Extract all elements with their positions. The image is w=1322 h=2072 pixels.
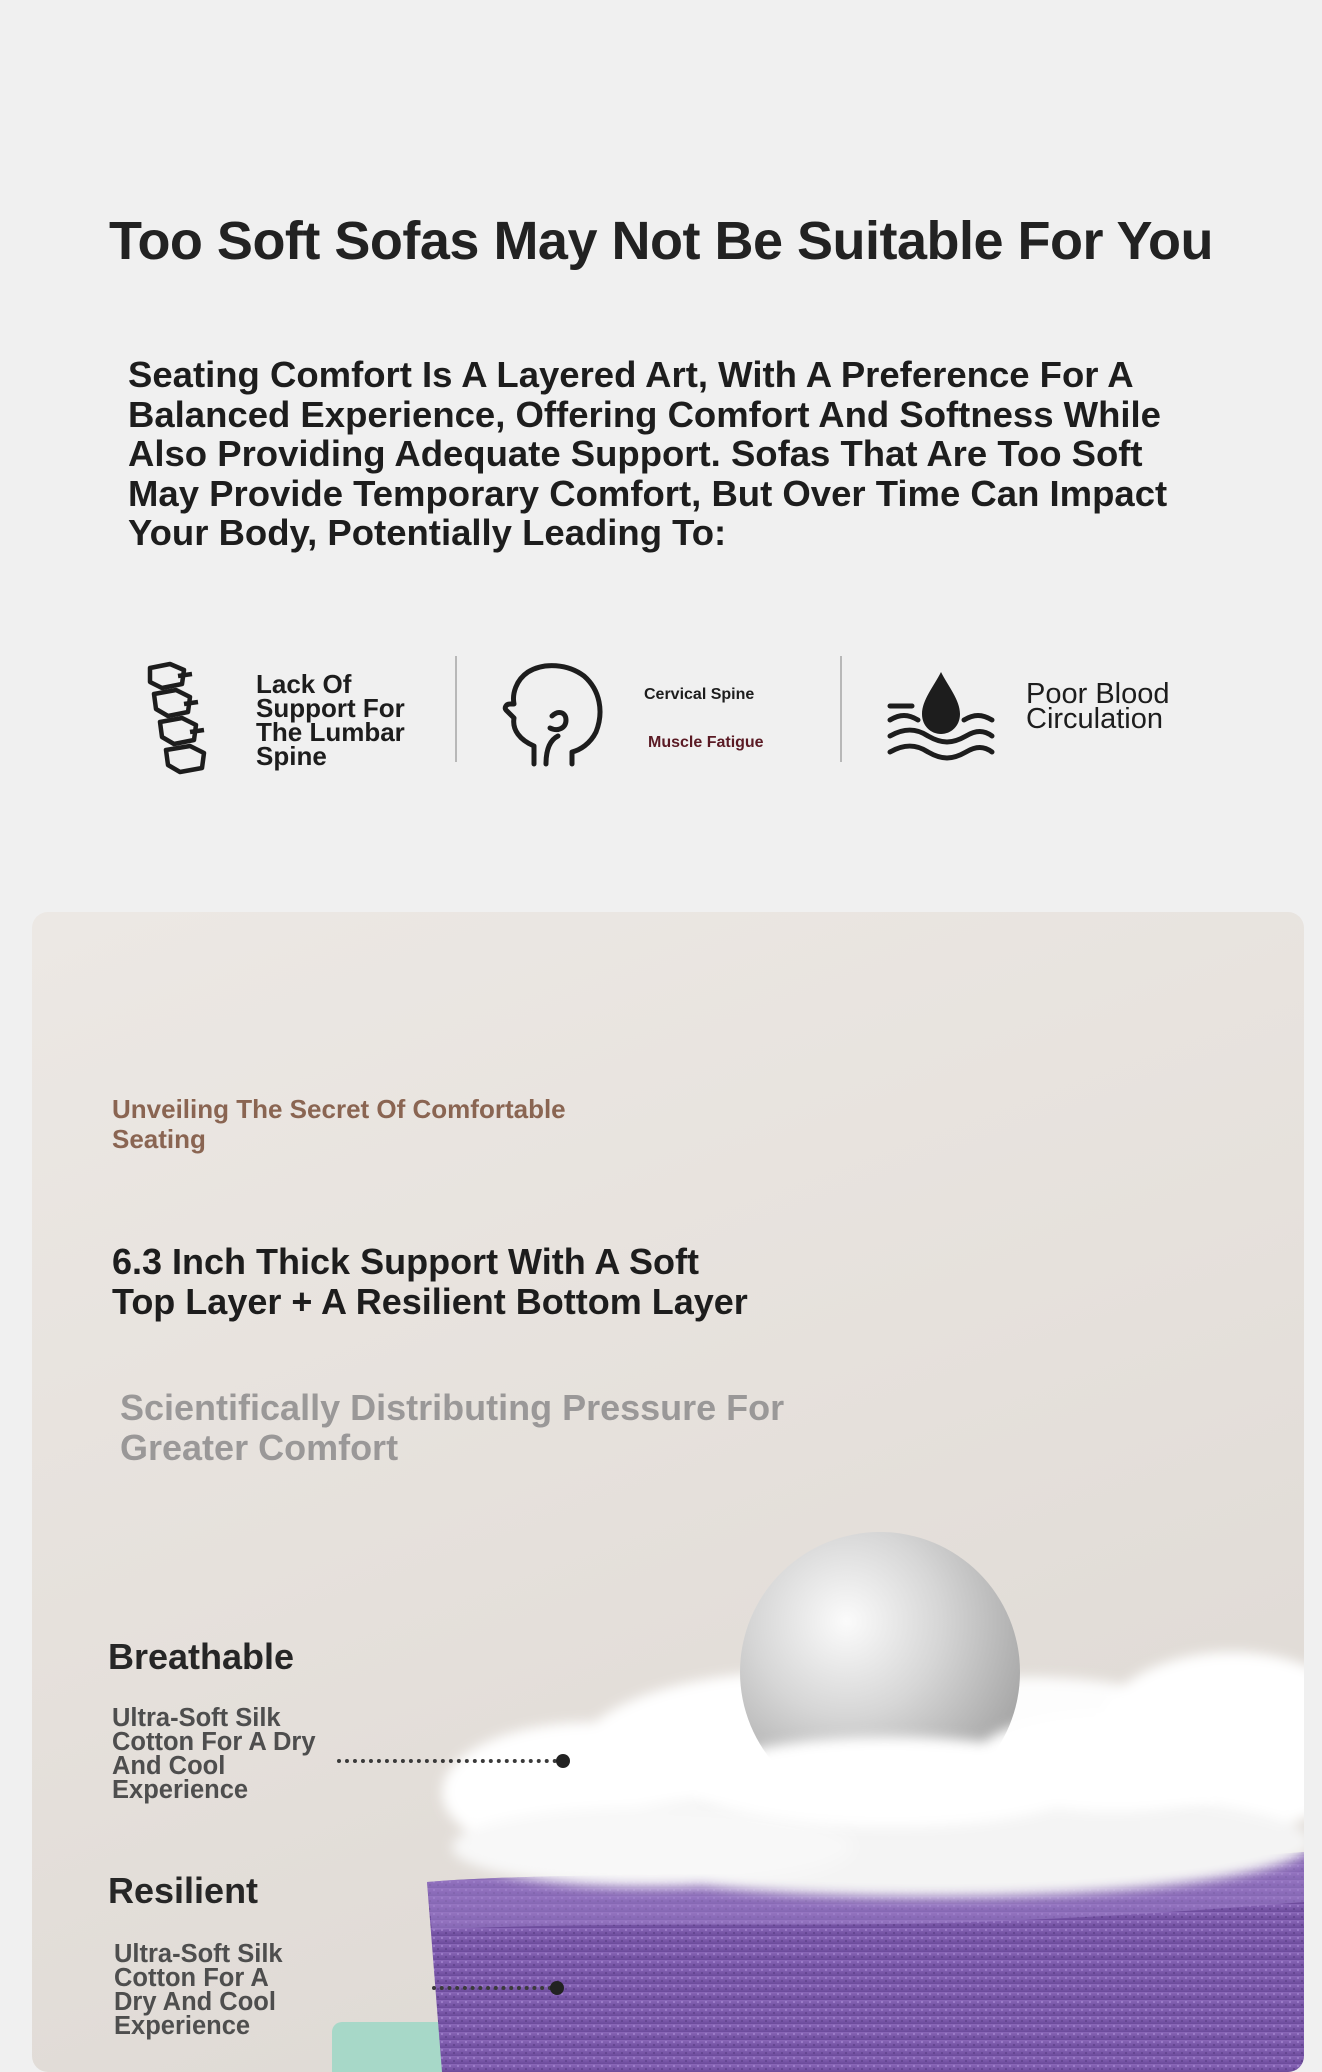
water-drop-icon [886, 666, 996, 771]
divider [840, 656, 842, 762]
feature-kicker: Unveiling The Secret Of Comfortable Seating [112, 1094, 566, 1154]
layer-title-breathable: Breathable [108, 1636, 295, 1677]
callout-dot [550, 1981, 564, 1995]
head-profile-icon [500, 660, 610, 775]
issue-circulation [886, 660, 1186, 780]
callout-line [337, 1759, 557, 1763]
intro-paragraph: Seating Comfort Is A Layered Art, With A Preference For A Balanced Experience, Offering Comfort And Softness While Also Providing Adequate Support. Sofas That Are Too Soft May Provide Temporary Comfort, But Over Time Can Impact Your Body, Potentially Leading To: [128, 354, 1168, 553]
issue-circulation-label: Poor Blood Circulation [1026, 678, 1170, 735]
callout-line [432, 1986, 552, 1990]
callout-dot [556, 1754, 570, 1768]
divider [455, 656, 457, 762]
issue-lumbar [140, 660, 450, 780]
layer-title-resilient: Resilient [108, 1870, 259, 1911]
feature-subtitle: 6.3 Inch Thick Support With A Soft Top Layer + A Resilient Bottom Layer [112, 1241, 748, 1322]
issue-cervical-label: Cervical Spine [644, 686, 755, 703]
feature-note: Scientifically Distributing Pressure For Greater Comfort [120, 1387, 785, 1468]
layer-desc-breathable: Ultra-Soft Silk Cotton For A Dry And Cool Experience [112, 1704, 316, 1804]
issue-lumbar-label: Lack Of Support For The Lumbar Spine [256, 669, 405, 771]
layer-desc-resilient: Ultra-Soft Silk Cotton For A Dry And Cool Experience [114, 1940, 283, 2040]
issue-cervical-sublabel: Muscle Fatigue [648, 734, 764, 751]
page-title: Too Soft Sofas May Not Be Suitable For You [108, 211, 1214, 271]
issue-cervical [500, 660, 800, 780]
spine-icon [140, 660, 220, 781]
feature-panel [32, 912, 1304, 2072]
